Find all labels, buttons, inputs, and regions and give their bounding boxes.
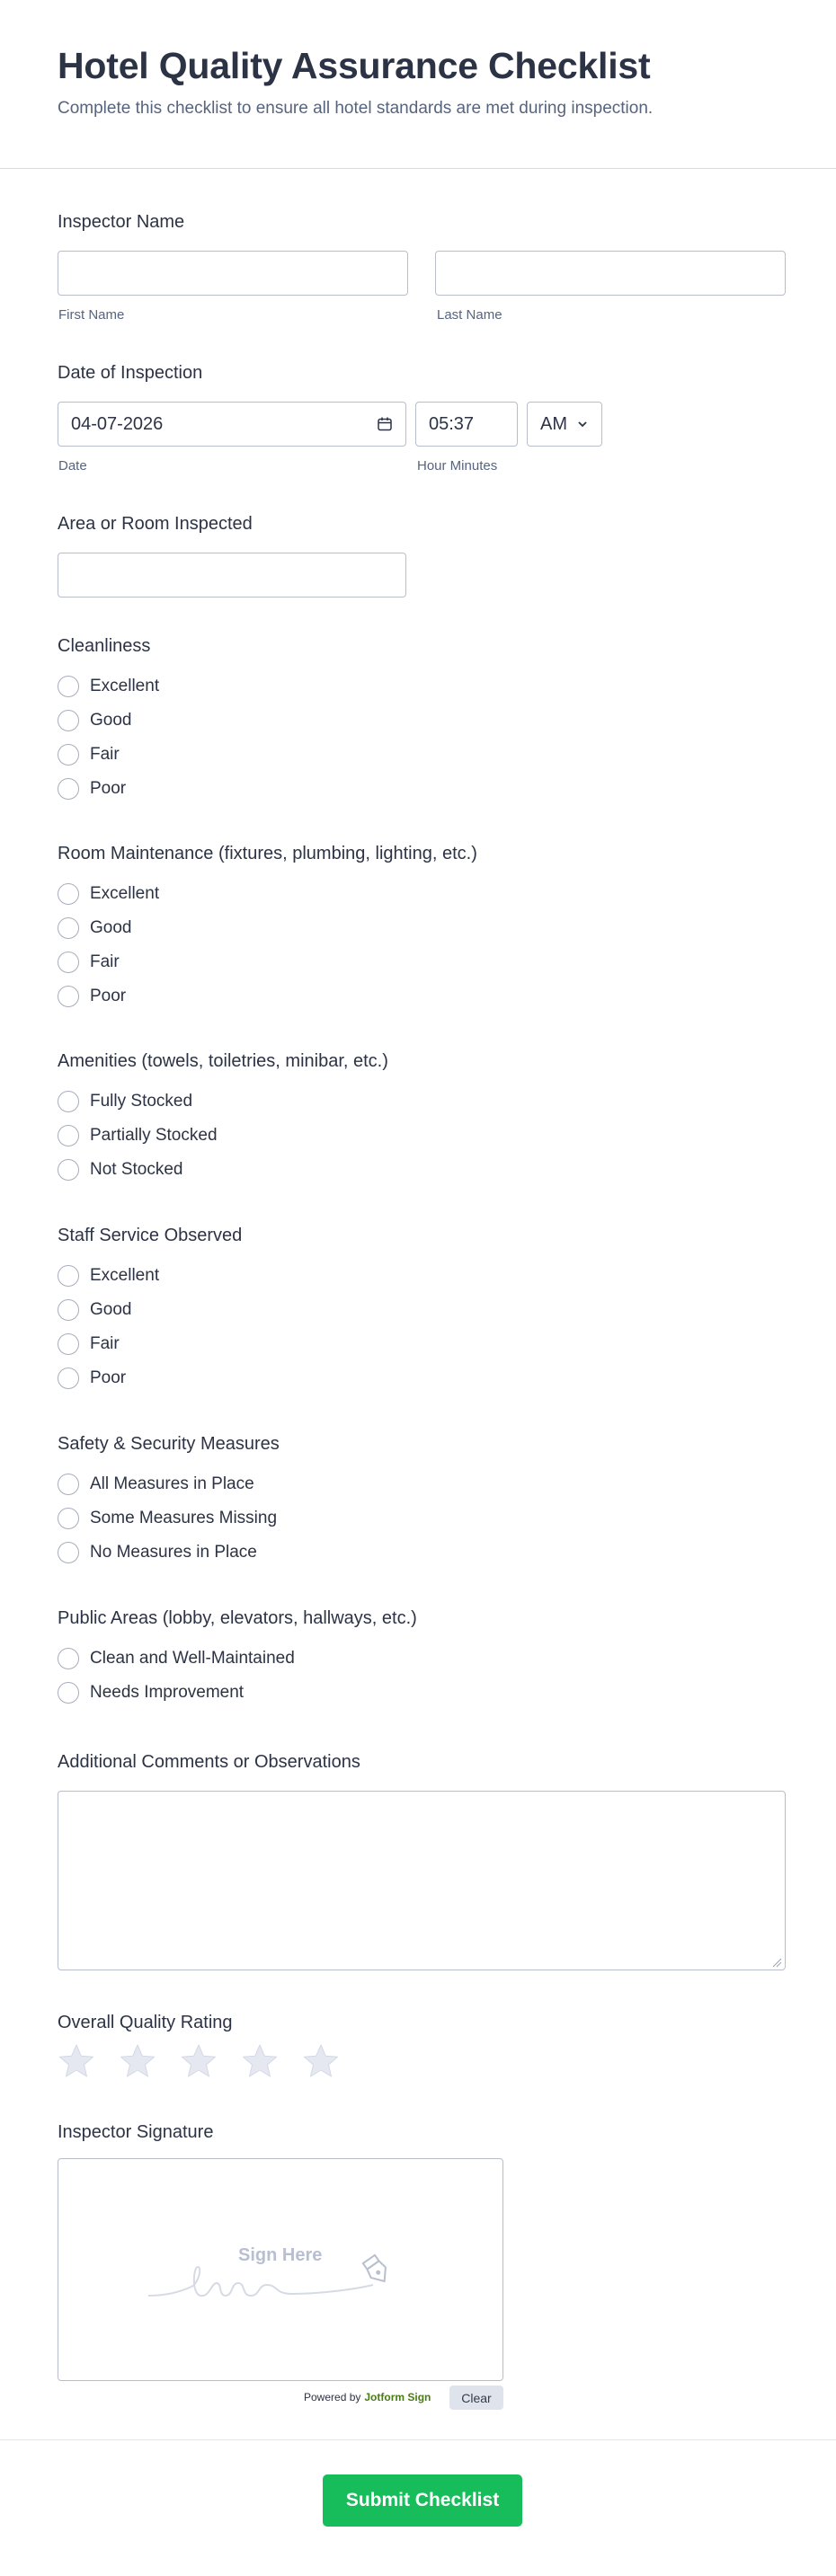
radio-button[interactable]	[58, 1333, 79, 1355]
radio-button[interactable]	[58, 676, 79, 697]
radio-button[interactable]	[58, 744, 79, 766]
date-sublabel: Date	[58, 458, 87, 474]
inspector-name-label: Inspector Name	[58, 212, 185, 232]
staff-service-option[interactable]	[58, 1298, 131, 1322]
radio-label: Some Measures Missing	[90, 1509, 278, 1527]
date-value: 04-07-2026	[71, 413, 164, 434]
radio-label: Needs Improvement	[90, 1683, 245, 1702]
radio-label: Fair	[90, 745, 120, 764]
first-name-sublabel: First Name	[58, 307, 125, 323]
safety-security-option[interactable]	[58, 1541, 257, 1564]
radio-label: Poor	[90, 779, 127, 798]
radio-label: Poor	[90, 987, 127, 1005]
sign-here-text: Sign Here	[238, 2245, 323, 2265]
ampm-value: AM	[540, 413, 567, 434]
radio-label: Excellent	[90, 1266, 160, 1285]
radio-label: Good	[90, 711, 132, 730]
comments-textarea[interactable]	[58, 1791, 786, 1970]
star-icon[interactable]	[119, 2042, 156, 2080]
safety-security-option[interactable]	[58, 1473, 254, 1496]
amenities-option[interactable]	[58, 1158, 183, 1182]
last-name-sublabel: Last Name	[437, 307, 502, 323]
radio-button[interactable]	[58, 917, 79, 939]
radio-button[interactable]	[58, 1265, 79, 1287]
quality-rating-label: Overall Quality Rating	[58, 2013, 233, 2032]
room-maintenance-option[interactable]	[58, 882, 159, 906]
radio-button[interactable]	[58, 1474, 79, 1495]
radio-button[interactable]	[58, 1125, 79, 1146]
radio-label: Fully Stocked	[90, 1092, 193, 1111]
radio-label: Excellent	[90, 677, 160, 695]
date-of-inspection-label: Date of Inspection	[58, 363, 203, 383]
calendar-icon[interactable]	[377, 416, 393, 432]
area-inspected-label: Area or Room Inspected	[58, 514, 253, 534]
powered-by-text: Powered by	[304, 2391, 361, 2403]
room-maintenance-option[interactable]	[58, 985, 126, 1008]
radio-button[interactable]	[58, 952, 79, 973]
star-rating[interactable]	[58, 2042, 417, 2084]
room-maintenance-option[interactable]	[58, 951, 120, 974]
form-header	[0, 0, 836, 169]
radio-label: Fair	[90, 952, 120, 971]
radio-button[interactable]	[58, 1299, 79, 1321]
comments-label: Additional Comments or Observations	[58, 1752, 360, 1772]
room-maintenance-field	[58, 844, 786, 1014]
submit-button[interactable]: Submit Checklist	[323, 2474, 522, 2527]
pen-icon	[361, 2254, 392, 2287]
radio-button[interactable]	[58, 778, 79, 800]
radio-label: Not Stocked	[90, 1160, 183, 1179]
star-icon[interactable]	[58, 2042, 95, 2080]
quality-rating-field	[58, 2013, 786, 2094]
public-areas-option[interactable]	[58, 1681, 244, 1704]
radio-button[interactable]	[58, 1648, 79, 1669]
safety-security-field	[58, 1434, 786, 1569]
jotform-sign-link[interactable]: Jotform Sign	[364, 2391, 431, 2403]
radio-button[interactable]	[58, 1091, 79, 1112]
cleanliness-option[interactable]	[58, 743, 120, 766]
radio-label: Clean and Well-Maintained	[90, 1649, 295, 1668]
amenities-label: Amenities (towels, toiletries, minibar, etc.)	[58, 1051, 388, 1071]
date-input[interactable]	[58, 402, 406, 447]
cleanliness-option[interactable]	[58, 675, 159, 698]
radio-label: Poor	[90, 1368, 127, 1387]
powered-by	[304, 2386, 431, 2408]
radio-label: Good	[90, 918, 132, 937]
cleanliness-option[interactable]	[58, 709, 131, 732]
chevron-down-icon	[576, 418, 589, 430]
public-areas-field	[58, 1608, 786, 1712]
ampm-select[interactable]	[527, 402, 602, 447]
radio-button[interactable]	[58, 1682, 79, 1704]
cleanliness-label: Cleanliness	[58, 636, 151, 656]
safety-security-option[interactable]	[58, 1507, 277, 1530]
amenities-field	[58, 1051, 786, 1186]
form-footer	[0, 2439, 836, 2576]
area-inspected-input[interactable]	[58, 553, 406, 598]
radio-label: No Measures in Place	[90, 1543, 257, 1562]
staff-service-option[interactable]	[58, 1367, 126, 1390]
star-icon[interactable]	[180, 2042, 218, 2080]
radio-button[interactable]	[58, 1508, 79, 1529]
clear-signature-button[interactable]: Clear	[449, 2386, 503, 2410]
radio-button[interactable]	[58, 883, 79, 905]
staff-service-option[interactable]	[58, 1264, 159, 1288]
signature-label: Inspector Signature	[58, 2122, 214, 2142]
staff-service-field	[58, 1226, 786, 1396]
radio-label: All Measures in Place	[90, 1474, 254, 1493]
date-of-inspection-field	[58, 363, 786, 480]
cleanliness-option[interactable]	[58, 777, 126, 801]
star-icon[interactable]	[302, 2042, 340, 2080]
radio-label: Partially Stocked	[90, 1126, 218, 1145]
amenities-option[interactable]	[58, 1124, 218, 1147]
room-maintenance-label: Room Maintenance (fixtures, plumbing, lighting, etc.)	[58, 844, 477, 863]
radio-label: Fair	[90, 1334, 120, 1353]
radio-label: Excellent	[90, 884, 160, 903]
staff-service-option[interactable]	[58, 1332, 120, 1356]
radio-button[interactable]	[58, 710, 79, 731]
comments-field	[58, 1752, 786, 1972]
safety-security-label: Safety & Security Measures	[58, 1434, 280, 1454]
resize-handle-icon[interactable]	[771, 1956, 782, 1967]
room-maintenance-option[interactable]	[58, 916, 131, 940]
star-icon[interactable]	[241, 2042, 279, 2080]
public-areas-option[interactable]	[58, 1647, 295, 1670]
public-areas-label: Public Areas (lobby, elevators, hallways, etc.)	[58, 1608, 417, 1628]
time-input[interactable]: 05:37	[415, 402, 518, 447]
radio-button[interactable]	[58, 1368, 79, 1389]
page-subtitle: Complete this checklist to ensure all hotel standards are met during inspection.	[58, 99, 654, 118]
radio-label: Good	[90, 1300, 132, 1319]
signature-pad[interactable]	[58, 2158, 503, 2381]
last-name-input[interactable]	[435, 251, 786, 296]
staff-service-label: Staff Service Observed	[58, 1226, 243, 1245]
radio-button[interactable]	[58, 986, 79, 1007]
first-name-input[interactable]	[58, 251, 408, 296]
time-sublabel: Hour Minutes	[417, 458, 498, 474]
radio-button[interactable]	[58, 1159, 79, 1181]
cleanliness-field	[58, 636, 786, 807]
signature-field	[58, 2122, 786, 2410]
inspector-name-field	[58, 212, 786, 329]
radio-button[interactable]	[58, 1542, 79, 1563]
page-title: Hotel Quality Assurance Checklist	[58, 45, 651, 86]
area-inspected-field	[58, 514, 786, 604]
amenities-option[interactable]	[58, 1090, 192, 1113]
